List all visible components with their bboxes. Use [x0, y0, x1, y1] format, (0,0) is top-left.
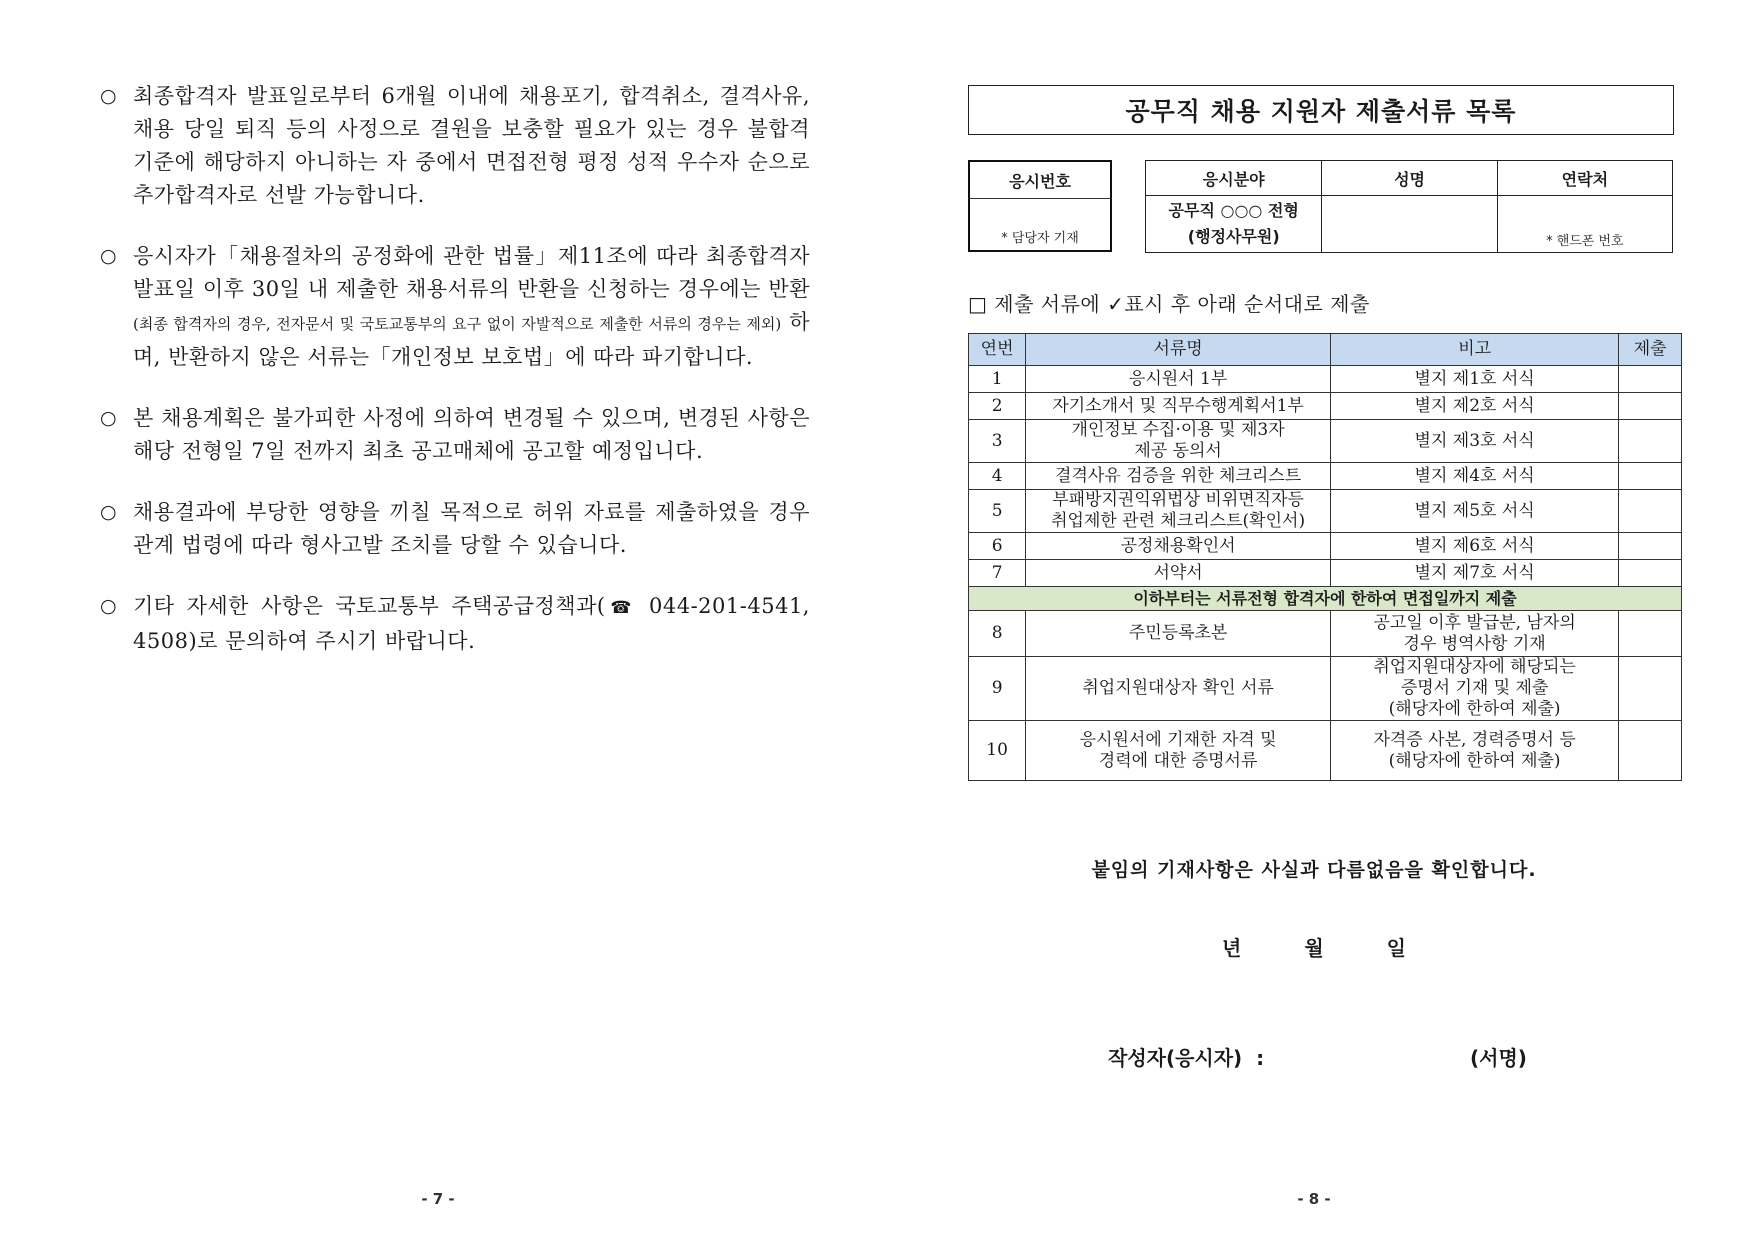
doc-note-cell: 별지 제3호 서식	[1330, 420, 1618, 463]
notice-text	[133, 240, 810, 374]
instruction-text-tail: 표시 후 아래 순서대로 제출	[1124, 292, 1370, 316]
doc-name-cell: 응시원서 1부	[1026, 366, 1331, 393]
applied-field-line2: (행정사무원)	[1187, 227, 1280, 246]
doc-submitted-cell[interactable]	[1619, 533, 1682, 560]
writer-label: 작성자(응시자) :	[1108, 1046, 1265, 1070]
bullet-mark: ○	[100, 245, 117, 267]
notice-text	[133, 590, 810, 658]
notice-text-exception: (최종 합격자의 경우, 전자문서 및 국토교통부의 요구 없이 자발적으로 제출한 서류의 경우는 제외)	[133, 315, 782, 333]
header-submitted: 제출	[1619, 334, 1682, 366]
doc-submitted-cell[interactable]	[1619, 611, 1682, 657]
doc-submitted-cell[interactable]	[1619, 560, 1682, 587]
doc-name-cell: 서약서	[1026, 560, 1331, 587]
month-label: 월	[1304, 936, 1324, 960]
notice-text: 본 채용계획은 불가피한 사정에 의하여 변경될 수 있으며, 변경된 사항은 해당 전형일 7일 전까지 최초 공고매체에 공고할 예정입니다.	[133, 406, 810, 463]
doc-no-cell: 5	[969, 490, 1026, 533]
header-note: 비고	[1330, 334, 1618, 366]
bullet-mark: ○	[100, 85, 117, 107]
notice-text-main: 응시자가「채용절차의 공정화에 관한 법률」제11조에 따라 최종합격자 발표일 이후 30일 내 제출한 채용서류의 반환을 신청하는 경우에는 반환	[133, 244, 810, 301]
bullet-mark: ○	[100, 407, 117, 429]
applied-field-line1: 공무직 ○○○ 전형	[1168, 201, 1299, 220]
doc-submitted-cell[interactable]	[1619, 463, 1682, 490]
checkbox-icon: □	[968, 292, 988, 316]
exam-number-note: * 담당자 기재	[1001, 231, 1079, 246]
doc-name-cell: 주민등록초본	[1026, 611, 1331, 657]
doc-no-cell: 8	[969, 611, 1026, 657]
applied-field-cell	[1146, 196, 1322, 253]
doc-note-cell: 별지 제6호 서식	[1330, 533, 1618, 560]
table-row	[969, 463, 1682, 490]
year-label: 년	[1222, 936, 1242, 960]
doc-name-cell: 개인정보 수집·이용 및 제3자 제공 동의서	[1026, 420, 1331, 463]
header-no: 연번	[969, 334, 1026, 366]
table-row	[969, 611, 1682, 657]
doc-submitted-cell[interactable]	[1619, 420, 1682, 463]
doc-note-cell: 별지 제1호 서식	[1330, 366, 1618, 393]
notice-item-document-return	[100, 240, 810, 374]
instruction-text: 제출 서류에	[987, 292, 1108, 316]
doc-submitted-cell[interactable]	[1619, 657, 1682, 721]
signature-label: (서명)	[1470, 1046, 1527, 1070]
doc-name-cell: 취업지원대상자 확인 서류	[1026, 657, 1331, 721]
checkmark-icon: ✓	[1107, 292, 1125, 316]
exam-number-box	[968, 160, 1112, 252]
doc-note-cell: 별지 제5호 서식	[1330, 490, 1618, 533]
header-field: 응시분야	[1146, 161, 1322, 196]
table-row	[969, 366, 1682, 393]
confirmation-statement: 붙임의 기재사항은 사실과 다름없음을 확인합니다.	[1091, 859, 1537, 881]
notice-text: 최종합격자 발표일로부터 6개월 이내에 채용포기, 합격취소, 결격사유, 채용 당일 퇴직 등의 사정으로 결원을 보충할 필요가 있는 경우 불합격 기준에 해당하지 아니하는 자 중에서 면접전형 평정 성적 우수자 순으로 추가합격자로 선발 가능합니다.	[133, 84, 810, 207]
doc-no-cell: 10	[969, 721, 1026, 781]
table-row	[969, 657, 1682, 721]
doc-note-cell: 공고일 이후 발급분, 남자의 경우 병역사항 기재	[1330, 611, 1618, 657]
phone-icon: ☎	[605, 598, 637, 618]
date-line	[876, 932, 1752, 961]
right-page	[876, 0, 1752, 1239]
page-number: - 8 -	[1297, 1190, 1331, 1208]
table-row	[969, 533, 1682, 560]
doc-note-cell: 취업지원대상자에 해당되는 증명서 기재 및 제출 (해당자에 한하여 제출)	[1330, 657, 1618, 721]
doc-note-cell: 별지 제7호 서식	[1330, 560, 1618, 587]
separator-row	[969, 587, 1682, 611]
page-number: - 7 -	[421, 1190, 455, 1208]
applicant-info-table	[1145, 160, 1673, 253]
submission-instruction	[968, 288, 1370, 317]
notice-text-main: 기타 자세한 사항은 국토교통부 주택공급정책과(	[133, 594, 606, 618]
doc-no-cell: 4	[969, 463, 1026, 490]
doc-no-cell: 2	[969, 393, 1026, 420]
notice-list	[100, 80, 810, 686]
separator-text: 이하부터는 서류전형 합격자에 한하여 면접일까지 제출	[969, 587, 1682, 611]
doc-no-cell: 3	[969, 420, 1026, 463]
table-row	[969, 490, 1682, 533]
doc-no-cell: 7	[969, 560, 1026, 587]
doc-name-cell: 부패방지권익위법상 비위면직자등 취업제한 관련 체크리스트(확인서)	[1026, 490, 1331, 533]
notice-text: 채용결과에 부당한 영향을 끼칠 목적으로 허위 자료를 제출하였을 경우 관계 법령에 따라 형사고발 조치를 당할 수 있습니다.	[133, 500, 810, 557]
doc-note-cell: 자격증 사본, 경력증명서 등 (해당자에 한하여 제출)	[1330, 721, 1618, 781]
header-doc-name: 서류명	[1026, 334, 1331, 366]
name-cell	[1322, 196, 1497, 253]
doc-name-cell: 결격사유 검증을 위한 체크리스트	[1026, 463, 1331, 490]
notice-item-contact	[100, 590, 810, 658]
doc-no-cell: 6	[969, 533, 1026, 560]
doc-name-cell: 응시원서에 기재한 자격 및 경력에 대한 증명서류	[1026, 721, 1331, 781]
day-label: 일	[1386, 936, 1406, 960]
doc-note-cell: 별지 제2호 서식	[1330, 393, 1618, 420]
table-row	[969, 420, 1682, 463]
doc-submitted-cell[interactable]	[1619, 721, 1682, 781]
notice-item-plan-change	[100, 402, 810, 468]
doc-no-cell: 1	[969, 366, 1026, 393]
bullet-mark: ○	[100, 595, 117, 617]
doc-note-cell: 별지 제4호 서식	[1330, 463, 1618, 490]
table-row	[969, 393, 1682, 420]
doc-submitted-cell[interactable]	[1619, 490, 1682, 533]
notice-text-tail: 044-201-4541, 4508)로 문의하여 주시기 바랍니다.	[133, 594, 810, 653]
contact-note: * 핸드폰 번호	[1546, 234, 1624, 249]
bullet-mark: ○	[100, 501, 117, 523]
doc-name-cell: 자기소개서 및 직무수행계획서1부	[1026, 393, 1331, 420]
notice-item-additional-pass	[100, 80, 810, 212]
notice-item-false-documents	[100, 496, 810, 562]
header-name: 성명	[1322, 161, 1497, 196]
documents-table	[968, 333, 1682, 781]
document-title: 공무직 채용 지원자 제출서류 목록	[968, 85, 1674, 135]
doc-submitted-cell[interactable]	[1619, 393, 1682, 420]
doc-name-cell: 공정채용확인서	[1026, 533, 1331, 560]
exam-number-label: 응시번호	[970, 162, 1110, 199]
contact-cell	[1497, 196, 1672, 253]
doc-submitted-cell[interactable]	[1619, 366, 1682, 393]
table-row	[969, 721, 1682, 781]
header-contact: 연락처	[1497, 161, 1672, 196]
table-row	[969, 560, 1682, 587]
doc-no-cell: 9	[969, 657, 1026, 721]
notice-text-tail: 하며, 반환하지 않은 서류는「개인정보 보호법」에 따라 파기합니다.	[133, 310, 810, 369]
